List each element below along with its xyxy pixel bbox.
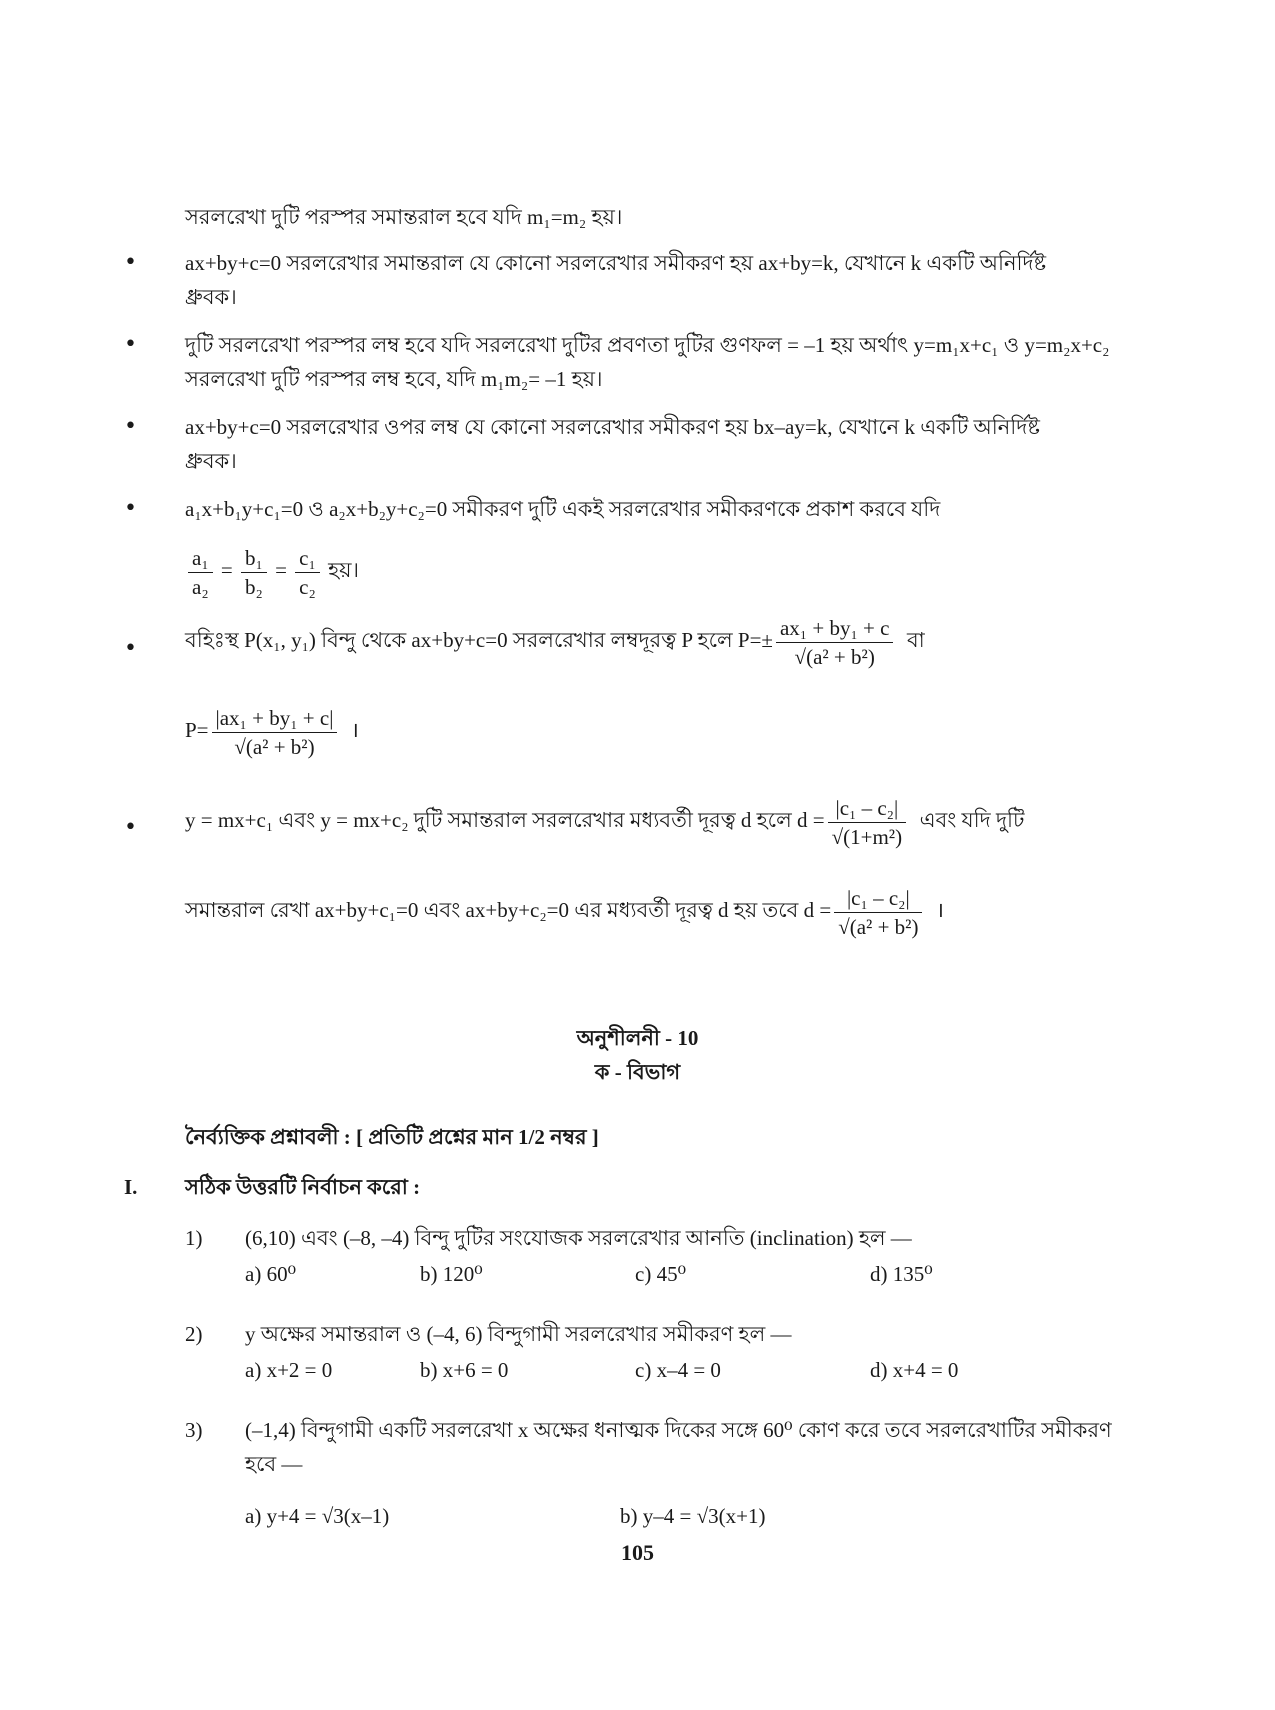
bullet-icon: • bbox=[124, 496, 137, 521]
fraction: $\frac{\text{|ax₁ + by₁ + c|}}{\text{√(a² + b²)}}$ bbox=[212, 704, 338, 761]
option-a: a) x+2 = 0 bbox=[245, 1358, 333, 1382]
option-b: b) 120⁰ bbox=[420, 1262, 483, 1286]
section-title: ক - বিভাগ bbox=[594, 1060, 681, 1084]
text-line: a₁x+b₁y+c₁=0 ও a₂x+b₂y+c₂=0 সমীকরণ দুটি একই সরলরেখার সমীকরণকে প্রকাশ করবে যদি bbox=[185, 497, 941, 521]
text-line: ধ্রুবক। bbox=[185, 449, 237, 473]
parallel-distance-formula: y = mx+c₁ এবং y = mx+c₂ দুটি সমান্তরাল সরলরেখার মধ্যবর্তী দূরত্ব d হলে d = $\frac{\text{|c₁ – c₂|}}{\text{√(1+m²)}}$ এবং যদি দুটি bbox=[185, 795, 1025, 849]
text-line: ax+by+c=0 সরলরেখার সমান্তরাল যে কোনো সরলরেখার সমীকরণ হয় ax+by=k, যেখানে k একটি অনির্দিষ্ট bbox=[185, 251, 1047, 275]
question-number: 1) bbox=[185, 1226, 203, 1250]
question-number: 3) bbox=[185, 1418, 203, 1442]
distance-formula-abs: P= $\frac{\text{|ax₁ + by₁ + c|}}{\text{√(a² + b²)}}$ । bbox=[185, 705, 359, 759]
bullet-icon: • bbox=[124, 332, 137, 357]
option-b: b) x+6 = 0 bbox=[420, 1358, 509, 1382]
mcq-header: নৈর্ব্যক্তিক প্রশ্নাবলী : [ প্রতিটি প্রশ্নের মান 1/2 নম্বর ] bbox=[185, 1125, 599, 1149]
text-line: দুটি সরলরেখা পরস্পর লম্ব হবে যদি সরলরেখা দুটির প্রবণতা দুটির গুণফল = –1 হয় অর্থাৎ y=m₁x+c₁ ও y=m₂x+c₂ bbox=[185, 333, 1110, 357]
option-a: a) 60⁰ bbox=[245, 1262, 296, 1286]
fraction: $\frac{\text{c₁}}{\text{c₂}}$ bbox=[295, 544, 320, 601]
part-label: I. bbox=[124, 1175, 138, 1199]
text-line: সরলরেখা দুটি পরস্পর সমান্তরাল হবে যদি m₁=m₂ হয়। bbox=[185, 205, 623, 229]
fraction: $\frac{\text{ax₁ + by₁ + c}}{\text{√(a² + b²)}}$ bbox=[776, 614, 893, 671]
parallel-distance-formula-2: সমান্তরাল রেখা ax+by+c₁=0 এবং ax+by+c₂=0 এর মধ্যবর্তী দূরত্ব d হয় তবে d = $\frac{\text{|c₁ – c₂|}}{\text{√(a² + b²)}}$ । bbox=[185, 885, 944, 939]
option-a: a) y+4 = √3(x–1) bbox=[245, 1504, 390, 1528]
part-title: সঠিক উত্তরটি নির্বাচন করো : bbox=[185, 1175, 421, 1199]
page-number: 105 bbox=[621, 1540, 654, 1565]
ratio-condition: $\frac{\text{a₁}}{\text{a₂}}$ = $\frac{\text{b₁}}{\text{b₂}}$ = $\frac{\text{c₁}}{\text{c₂}}$ হয়। bbox=[185, 540, 1120, 601]
option-b: b) y–4 = √3(x+1) bbox=[620, 1504, 766, 1528]
option-d: d) 135⁰ bbox=[870, 1262, 933, 1286]
question-number: 2) bbox=[185, 1322, 203, 1346]
fraction: $\frac{\text{a₁}}{\text{a₂}}$ bbox=[188, 544, 213, 601]
fraction: $\frac{\text{b₁}}{\text{b₂}}$ bbox=[241, 544, 267, 601]
question-text: (6,10) এবং (–8, –4) বিন্দু দুটির সংযোজক সরলরেখার আনতি (inclination) হল — bbox=[245, 1226, 912, 1250]
option-c: c) x–4 = 0 bbox=[635, 1358, 721, 1382]
text-line: ax+by+c=0 সরলরেখার ওপর লম্ব যে কোনো সরলরেখার সমীকরণ হয় bx–ay=k, যেখানে k একটি অনির্দিষ্ট bbox=[185, 415, 1040, 439]
text-line: ধ্রুবক। bbox=[185, 285, 237, 309]
question-text: y অক্ষের সমান্তরাল ও (–4, 6) বিন্দুগামী সরলরেখার সমীকরণ হল — bbox=[245, 1322, 792, 1346]
bullet-icon: • bbox=[124, 636, 137, 661]
text-line: সরলরেখা দুটি পরস্পর লম্ব হবে, যদি m₁m₂= –1 হয়। bbox=[185, 367, 603, 391]
fraction: $\frac{\text{|c₁ – c₂|}}{\text{√(a² + b²)}}$ bbox=[834, 884, 922, 941]
bullet-icon: • bbox=[124, 815, 137, 840]
bullet-icon: • bbox=[124, 250, 137, 275]
question-text: (–1,4) বিন্দুগামী একটি সরলরেখা x অক্ষের ধনাত্মক দিকের সঙ্গে 60⁰ কোণ করে তবে সরলরেখাটির সমীকরণ bbox=[245, 1418, 1112, 1442]
question-text-cont: হবে — bbox=[245, 1452, 303, 1476]
bullet-icon: • bbox=[124, 414, 137, 439]
distance-formula: বহিঃস্থ P(x₁, y₁) বিন্দু থেকে ax+by+c=0 সরলরেখার লম্বদূরত্ব P হলে P=± $\frac{\text{ax₁ + by₁ + c}}{\text{√(a² + b²)}}$ বা bbox=[185, 615, 925, 669]
fraction: $\frac{\text{|c₁ – c₂|}}{\text{√(1+m²)}}$ bbox=[828, 794, 907, 851]
option-c: c) 45⁰ bbox=[635, 1262, 686, 1286]
exercise-title: অনুশীলনী - 10 bbox=[576, 1026, 699, 1050]
option-d: d) x+4 = 0 bbox=[870, 1358, 959, 1382]
